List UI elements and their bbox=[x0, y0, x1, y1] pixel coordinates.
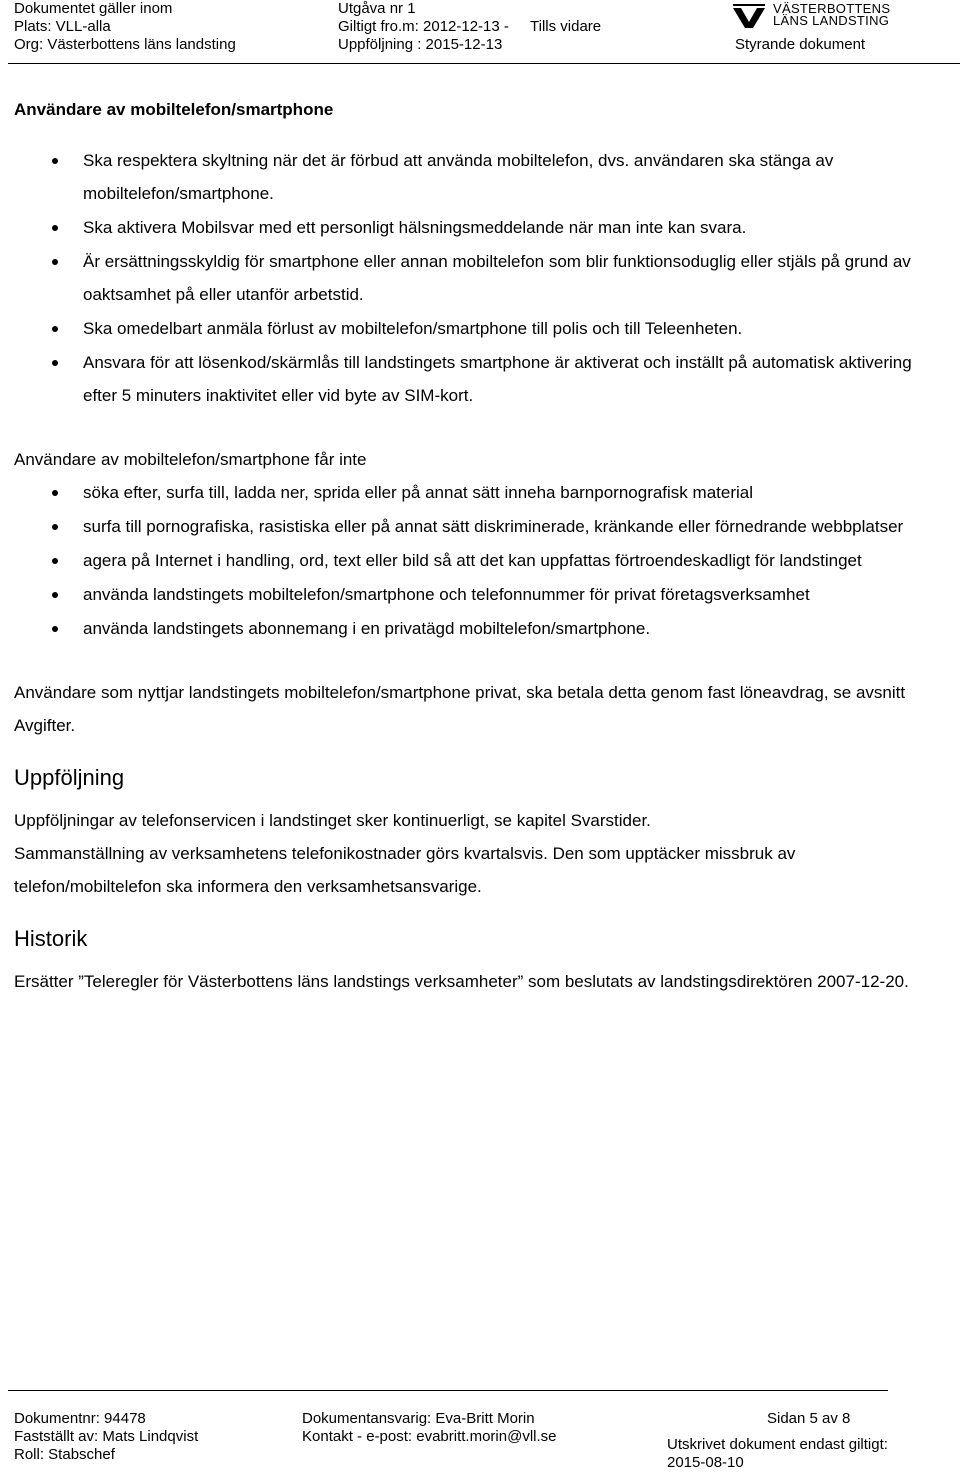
footer-printed-label: Utskrivet dokument endast giltigt: bbox=[667, 1436, 888, 1453]
footer-printed-date: 2015-08-10 bbox=[667, 1454, 744, 1471]
section-heading-followup: Uppföljning bbox=[14, 765, 125, 790]
list-item: söka efter, surfa till, ladda ner, sprida eller på annat sätt inneha barnpornografisk material bbox=[14, 476, 914, 509]
list-item: Ansvara för att lösenkod/skärmlås till landstingets smartphone är aktiverat och inställt på automatisk aktivering efter 5 minuters inaktivitet eller vid byte av SIM-kort. bbox=[14, 346, 914, 412]
list-item: agera på Internet i handling, ord, text eller bild så att det kan uppfattas förtroendeskadligt för landstinget bbox=[14, 544, 914, 577]
footer-page-number: Sidan 5 av 8 bbox=[767, 1410, 851, 1427]
history-paragraph: Ersätter ”Teleregler för Västerbottens läns landstings verksamheter” som beslutats av landstingsdirektören 2007-12-20. bbox=[14, 972, 909, 991]
section-heading-users: Användare av mobiltelefon/smartphone bbox=[14, 100, 334, 119]
vll-logo-icon bbox=[733, 4, 765, 30]
followup-paragraph-2: Sammanställning av verksamhetens telefonikostnader görs kvartalsvis. Den som upptäcker missbruk av telefon/mobiltelefon ska informera den verksamhetsansvarige. bbox=[14, 844, 796, 896]
list-item: Ska omedelbart anmäla förlust av mobiltelefon/smartphone till polis och till Teleenheten. bbox=[14, 312, 914, 345]
list-item: Ska aktivera Mobilsvar med ett personligt hälsningsmeddelande när man inte kan svara. bbox=[14, 211, 914, 244]
header-edition: Utgåva nr 1 bbox=[338, 0, 416, 17]
footer-doc-responsible: Dokumentansvarig: Eva-Britt Morin bbox=[302, 1410, 535, 1427]
list-item: surfa till pornografiska, rasistiska eller på annat sätt diskriminerade, kränkande eller förnedrande webbplatser bbox=[14, 510, 914, 543]
footer-doc-number: Dokumentnr: 94478 bbox=[14, 1410, 146, 1427]
list-item: använda landstingets mobiltelefon/smartphone och telefonnummer för privat företagsverksamhet bbox=[14, 578, 914, 611]
private-use-paragraph: Användare som nyttjar landstingets mobiltelefon/smartphone privat, ska betala detta genom fast löneavdrag, se avsnitt Avgifter. bbox=[14, 683, 906, 735]
footer-approved-by: Fastställt av: Mats Lindqvist bbox=[14, 1428, 199, 1445]
header-place: Plats: VLL-alla bbox=[14, 18, 111, 35]
list-item: använda landstingets abonnemang i en privatägd mobiltelefon/smartphone. bbox=[14, 612, 914, 645]
header-valid-until: Tills vidare bbox=[530, 18, 602, 35]
logo-text-line2: LÄNS LANDSTING bbox=[773, 13, 890, 28]
followup-paragraph-1: Uppföljningar av telefonservicen i landstinget sker kontinuerligt, se kapitel Svarstider. bbox=[14, 811, 651, 830]
logo-text-line1: VÄSTERBOTTENS bbox=[773, 1, 891, 16]
list-item: Är ersättningsskyldig för smartphone eller annan mobiltelefon som blir funktionsoduglig eller stjäls på grund av oaktsamhet på eller utanför arbetstid. bbox=[14, 245, 914, 311]
footer-role: Roll: Stabschef bbox=[14, 1446, 115, 1463]
user-obligations-list bbox=[14, 144, 914, 412]
header-followup-date: Uppföljning : 2015-12-13 bbox=[338, 36, 503, 53]
document-body bbox=[14, 98, 914, 998]
header-scope-label: Dokumentet gäller inom bbox=[14, 0, 173, 17]
footer-divider bbox=[8, 1390, 888, 1391]
section-heading-history: Historik bbox=[14, 926, 88, 951]
header-valid-from: Giltigt fro.m: 2012-12-13 - bbox=[338, 18, 509, 35]
header-divider bbox=[8, 63, 960, 64]
prohibitions-list bbox=[14, 476, 914, 645]
list-item: Ska respektera skyltning när det är förbud att använda mobiltelefon, dvs. användaren ska stänga av mobiltelefon/smartphone. bbox=[14, 144, 914, 210]
header-org: Org: Västerbottens läns landsting bbox=[14, 36, 236, 53]
footer-contact: Kontakt - e-post: evabritt.morin@vll.se bbox=[302, 1428, 557, 1445]
prohibitions-intro: Användare av mobiltelefon/smartphone får inte bbox=[14, 450, 367, 469]
document-type: Styrande dokument bbox=[735, 36, 866, 53]
